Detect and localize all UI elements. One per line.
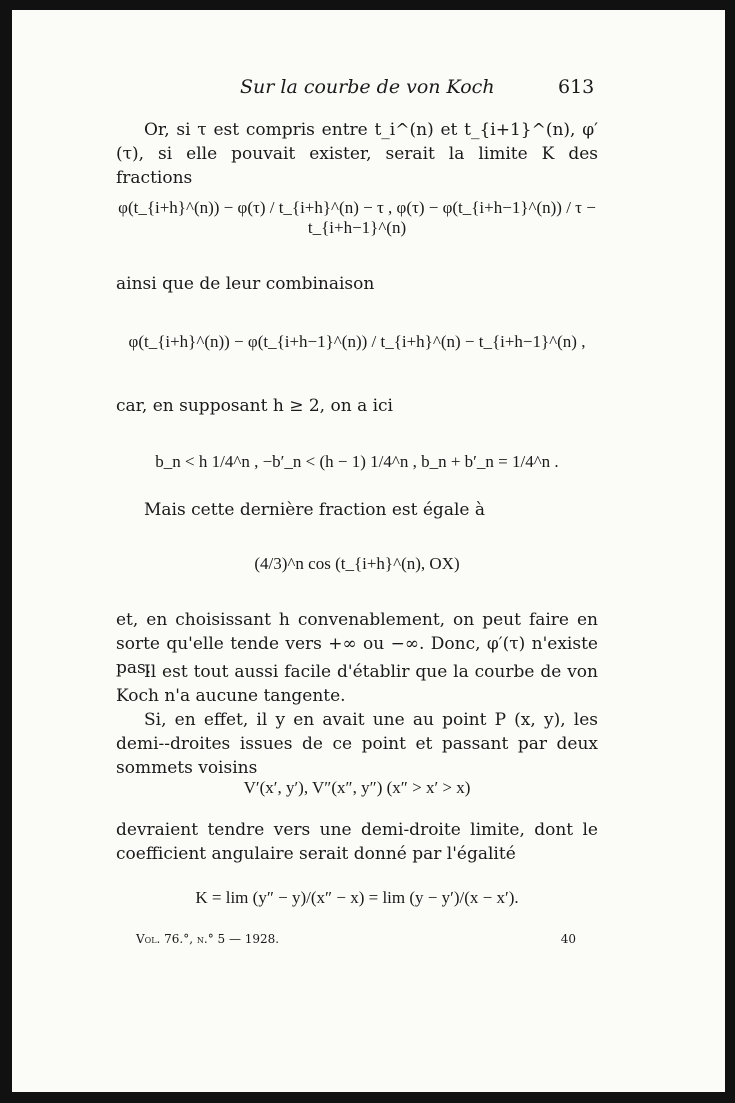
volume-info: Vol. 76.°, n.° 5 — 1928. xyxy=(136,932,280,946)
sheet-number: 40 xyxy=(560,932,576,946)
equation-inequalities: b_n < h 1/4^n , −b′_n < (h − 1) 1/4^n , b_n + b′_n = 1/4^n . xyxy=(155,452,559,471)
page-number: 613 xyxy=(558,76,595,98)
page-footer xyxy=(136,932,576,952)
paragraph-8: devraient tendre vers une demi-droite limite, dont le coefficient angulaire serait donné par l'égalité xyxy=(116,820,598,864)
page-header xyxy=(12,76,725,106)
paragraph-5: et, en choisissant h convenablement, on peut faire en sorte qu'elle tende vers +∞ ou −∞. Donc, φ′(τ) n'existe pas. xyxy=(116,610,598,678)
running-title: Sur la courbe de von Koch xyxy=(240,76,495,98)
equation-cosine: (4/3)^n cos (t_{i+h}^(n), OX) xyxy=(254,554,460,573)
paragraph-3: car, en supposant h ≥ 2, on a ici xyxy=(116,396,393,416)
paragraph-2: ainsi que de leur combinaison xyxy=(116,274,375,294)
paragraph-4: Mais cette dernière fraction est égale à xyxy=(144,500,485,520)
paragraph-6: Il est tout aussi facile d'établir que la courbe de von Koch n'a aucune tangente. xyxy=(116,662,598,706)
equation-fractions: φ(t_{i+h}^(n)) − φ(τ) / t_{i+h}^(n) − τ , φ(τ) − φ(t_{i+h−1}^(n)) / τ − t_{i+h−1}^(n) xyxy=(118,198,596,237)
equation-vertices: V′(x′, y′), V″(x″, y″) (x″ > x′ > x) xyxy=(243,778,471,797)
journal-page xyxy=(12,10,725,1092)
paragraph-1: Or, si τ est compris entre t_i^(n) et t_{i+1}^(n), φ′(τ), si elle pouvait exister, serait la limite K des fractions xyxy=(116,120,598,188)
paragraph-7: Si, en effet, il y en avait une au point P (x, y), les demi--droites issues de ce point et passant par deux sommets voisins xyxy=(116,710,598,778)
equation-combination: φ(t_{i+h}^(n)) − φ(t_{i+h−1}^(n)) / t_{i+h}^(n) − t_{i+h−1}^(n) , xyxy=(128,332,586,351)
equation-limit: K = lim (y″ − y)/(x″ − x) = lim (y − y′)/(x − x′). xyxy=(195,888,519,907)
